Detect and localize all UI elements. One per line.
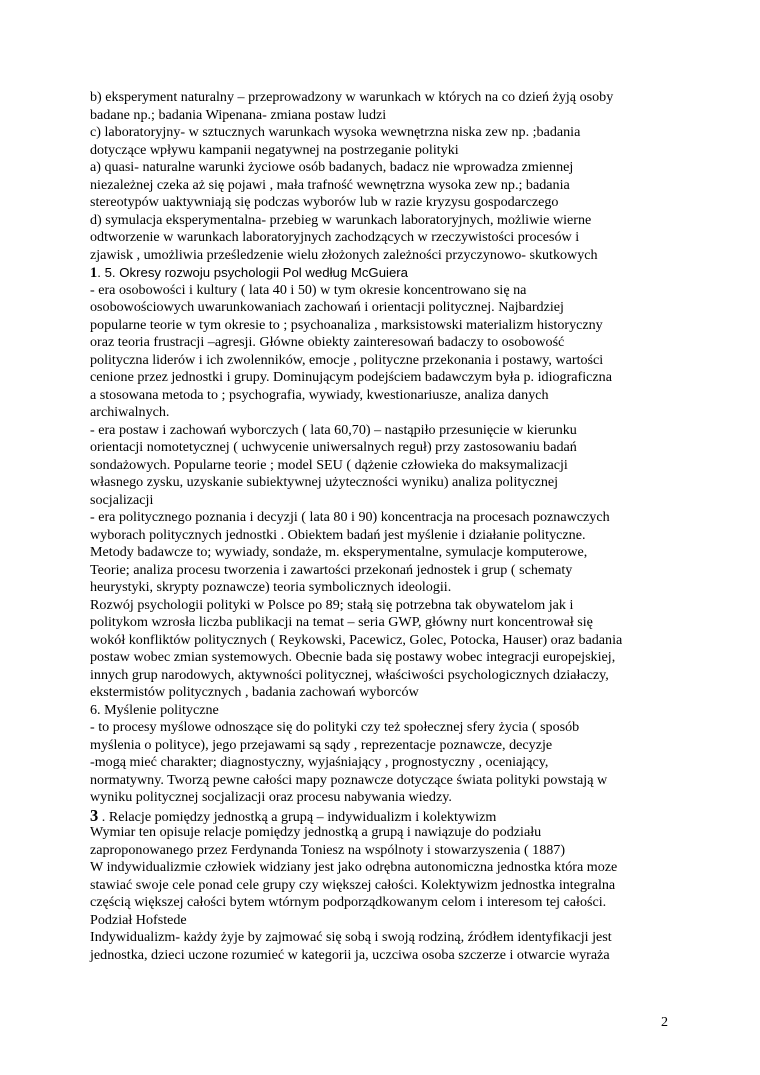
section-heading-political-thinking: 6. Myślenie polityczne xyxy=(90,701,219,718)
text-line: osobowościowych uwarunkowaniach zachowań i orientacji politycznej. Najbardziej xyxy=(90,299,564,315)
text-line: Podział Hofstede xyxy=(90,911,187,928)
section-title: . 5. Okresy rozwoju psychologii Pol według McGuiera xyxy=(97,265,409,280)
text-line: W indywidualizmie człowiek widziany jest jako odrębna autonomiczna jednostka która moze xyxy=(90,859,618,875)
text-line: a stosowana metoda to ; psychografia, wywiady, kwestionariusze, analiza danych xyxy=(90,386,549,403)
text-line: dotyczące wpływu kampanii negatywnej na postrzeganie polityki xyxy=(90,141,459,158)
text-line: postaw wobec zmian systemowych. Obecnie bada się postawy wobec integracji europejskiej, xyxy=(90,649,616,665)
text-line: myślenia o polityce), jego przejawami są sądy , reprezentacje poznawcze, decyzje xyxy=(90,736,553,753)
text-line: oraz teoria frustracji –agresji. Główne obiekty zainteresowań badaczy to osobowość xyxy=(90,334,565,350)
text-line: orientacji nomotetycznej ( uchwycenie uniwersalnych reguł) przy zastosowaniu badań xyxy=(90,439,577,455)
text-line: częścią większej całości bytem wtórnym podporządkowanym celom i interesom tej całości. xyxy=(90,894,607,910)
text-line: a) quasi- naturalne warunki życiowe osób badanych, badacz nie wprowadza zmiennej xyxy=(90,159,574,175)
text-line: -mogą mieć charakter; diagnostyczny, wyjaśniający , prognostyczny , oceniający, xyxy=(90,754,549,770)
text-line: b) eksperyment naturalny – przeprowadzony w warunkach w których na co dzień żyją osoby xyxy=(90,89,614,105)
text-line: sondażowych. Popularne teorie ; model SEU ( dążenie człowieka do maksymalizacji xyxy=(90,456,568,473)
text-line: wyborach politycznych jednostki . Obiektem badań jest myślenie i działanie polityczne. xyxy=(90,526,586,543)
text-line: polityczna liderów i ich zwolenników, emocje , polityczne przekonania i postawy, wartości xyxy=(90,351,604,368)
text-line: niezależnej czeka aż się pojawi , mała trafność wewnętrzna wysoka zew np.; badania xyxy=(90,176,570,193)
text-line: odtworzenie w warunkach laboratoryjnych zachodzących w rzeczywistości procesów i xyxy=(90,229,580,245)
text-line: Metody badawcze to; wywiady, sondaże, m. eksperymentalne, symulacje komputerowe, xyxy=(90,544,588,560)
text-line: jednostka, dzieci uczone rozumieć w kategorii ja, uczciwa osoba szczerze i otwarcie wyraża xyxy=(90,946,610,963)
section-number: 1 xyxy=(90,265,98,281)
section-heading-mcguire xyxy=(90,264,690,282)
text-line: - era politycznego poznania i decyzji ( lata 80 i 90) koncentracja na procesach poznawczych xyxy=(90,509,610,525)
text-line: - to procesy myślowe odnoszące się do polityki czy też społecznej sfery życia ( sposób xyxy=(90,719,580,735)
text-line: heurystyki, skrypty poznawcze) teoria symbolicznych ideologii. xyxy=(90,579,452,595)
section-heading-relations xyxy=(90,807,690,825)
text-line: d) symulacja eksperymentalna- przebieg w warunkach laboratoryjnych, możliwie wierne xyxy=(90,211,592,228)
text-line: wokół konfliktów politycznych ( Reykowski, Pacewicz, Golec, Potocka, Hauser) oraz badania xyxy=(90,631,623,648)
text-line: ekstermistów politycznych , badania zachowań wyborców xyxy=(90,684,419,700)
text-line: wyniku politycznej socjalizacji oraz procesu nabywania wiedzy. xyxy=(90,789,452,805)
text-line: socjalizacji xyxy=(90,491,154,508)
text-line: - era osobowości i kultury ( lata 40 i 50) w tym okresie koncentrowano się na xyxy=(90,281,527,298)
section-title: . Relacje pomiędzy jednostką a grupą – indywidualizm i kolektywizm xyxy=(98,808,497,825)
text-line: Wymiar ten opisuje relacje pomiędzy jednostką a grupą i nawiązuje do podziału xyxy=(90,824,542,840)
text-line: zaproponowanego przez Ferdynanda Toniesz na wspólnoty i stowarzyszenia ( 1887) xyxy=(90,841,566,858)
text-line: zjawisk , umożliwia prześledzenie wielu złożonych zależności przyczynowo- skutkowych xyxy=(90,246,598,263)
document-body xyxy=(90,89,690,964)
text-line: - era postaw i zachowań wyborczych ( lata 60,70) – nastąpiło przesunięcie w kierunku xyxy=(90,421,577,438)
text-line: politykom wzrosła liczba publikacji na temat – seria GWP, główny nurt koncentrował się xyxy=(90,614,593,630)
text-line: innych grup narodowych, aktywności politycznej, właściwości psychologicznych działaczy, xyxy=(90,666,609,683)
text-line: stereotypów uaktywniają się podczas wyborów lub w razie kryzysu gospodarczego xyxy=(90,194,559,210)
text-line: Rozwój psychologii polityki w Polsce po 89; stałą się potrzebna tak obywatelom jak i xyxy=(90,596,574,613)
text-line: popularne teorie w tym okresie to ; psychoanaliza , marksistowski materializm historyczny xyxy=(90,316,603,333)
text-line: badane np.; badania Wipenana- zmiana postaw ludzi xyxy=(90,106,387,123)
section-number: 3 xyxy=(90,805,99,825)
text-line: cenione przez jednostki i grupy. Dominującym podejściem badawczym była p. idiograficzna xyxy=(90,369,612,385)
text-line: własnego zysku, uzyskanie subiektywnej użyteczności wyniku) analiza politycznej xyxy=(90,474,559,490)
text-line: Teorie; analiza procesu tworzenia i zawartości przekonań jednostek i grup ( schematy xyxy=(90,561,573,578)
text-line: normatywny. Tworzą pewne całości mapy poznawcze dotyczące świata polityki powstają w xyxy=(90,771,608,788)
text-line: stawiać swoje cele ponad cele grupy czy większej całości. Kolektywizm jednostka integralna xyxy=(90,876,616,893)
text-line: Indywidualizm- każdy żyje by zajmować się sobą i swoją rodziną, źródłem identyfikacji jest xyxy=(90,929,612,945)
page-number: 2 xyxy=(661,1014,669,1030)
text-line: c) laboratoryjny- w sztucznych warunkach wysoka wewnętrzna niska zew np. ;badania xyxy=(90,124,581,140)
text-line: archiwalnych. xyxy=(90,404,170,420)
